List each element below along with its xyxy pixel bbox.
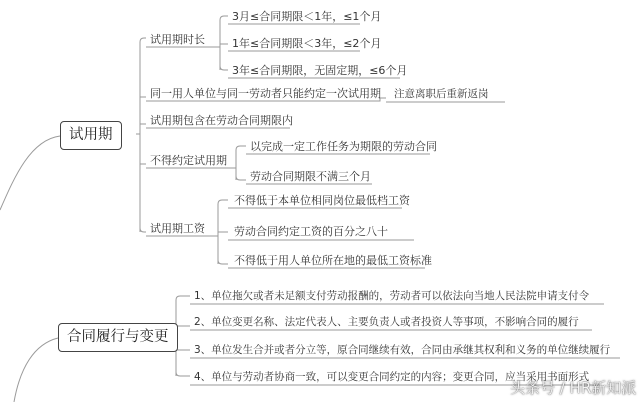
node-once-rule: 同一用人单位与同一劳动者只能约定一次试用期 (150, 87, 381, 100)
root-node-probation: 试用期 (60, 121, 122, 150)
node-wage-item-2: 劳动合同约定工资的百分之八十 (234, 225, 388, 238)
node-once-note: 注意离职后重新返岗 (394, 88, 489, 100)
node-wage-item-1: 不得低于本单位相同岗位最低档工资 (234, 194, 410, 207)
node-duration-item-3: 3年≤合同期限，无固定期，≤6个月 (232, 64, 408, 77)
node-duration-item-1: 3月≤合同期限＜1年，≤1个月 (232, 10, 382, 23)
root-node-performance: 合同履行与变更 (58, 323, 178, 352)
node-performance-item-4: 4、单位与劳动者协商一致，可以变更合同约定的内容；变更合同，应当采用书面形式 (194, 371, 590, 383)
node-wage-item-3: 不得低于用人单位所在地的最低工资标准 (234, 254, 432, 267)
node-performance-item-2: 2、单位变更名称、法定代表人、主要负责人或者投资人等事项，不影响合同的履行 (194, 316, 579, 328)
connector-root-probation (0, 136, 60, 210)
node-performance-item-1: 1、单位拖欠或者未足额支付劳动报酬的，劳动者可以依法向当地人民法院申请支付令 (194, 290, 590, 302)
watermark: 头条号 / HR新知派 (510, 379, 637, 397)
node-wage: 试用期工资 (150, 222, 205, 235)
node-included-rule: 试用期包含在劳动合同期限内 (150, 114, 293, 127)
node-duration: 试用期时长 (150, 33, 205, 46)
node-no-probation-item-1: 以完成一定工作任务为期限的劳动合同 (250, 140, 437, 153)
node-no-probation-item-2: 劳动合同期限不满三个月 (250, 170, 371, 183)
node-performance-item-3: 3、单位发生合并或者分立等，原合同继续有效，合同由承继其权利和义务的单位继续履行 (194, 344, 611, 356)
node-duration-item-2: 1年≤合同期限＜3年，≤2个月 (232, 37, 382, 50)
node-no-probation: 不得约定试用期 (150, 154, 227, 167)
connector-root-performance (14, 338, 58, 402)
